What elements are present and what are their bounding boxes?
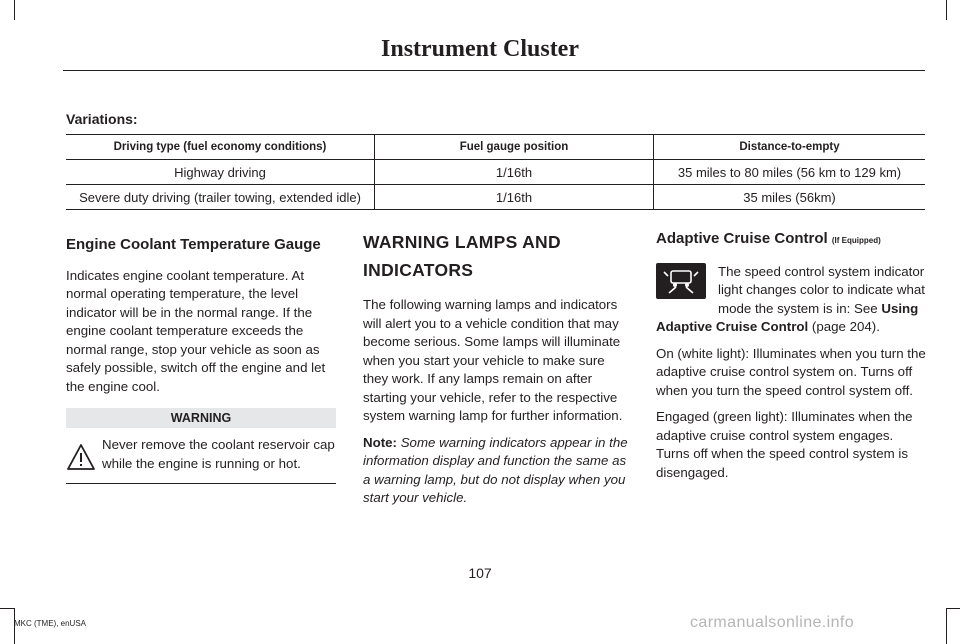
note-label: Note: <box>363 434 397 450</box>
header-rule <box>63 70 925 71</box>
table-row <box>66 185 925 210</box>
variations-table <box>66 134 925 210</box>
variations-label: Variations: <box>66 111 138 127</box>
table-cell: Severe duty driving (trailer towing, extended idle) <box>66 185 375 210</box>
section-heading-coolant: Engine Coolant Temperature Gauge <box>66 236 321 253</box>
section-heading-adaptive-cruise <box>656 230 926 251</box>
warning-title: WARNING <box>66 408 336 428</box>
table-cell: 35 miles (56km) <box>654 185 926 210</box>
heading-line: WARNING LAMPS AND <box>363 232 561 252</box>
crop-mark <box>0 608 15 644</box>
table-cell: Highway driving <box>66 160 375 185</box>
footer-text: MKC (TME), enUSA <box>14 619 87 628</box>
table-header-cell: Fuel gauge position <box>375 135 654 160</box>
heading-line: INDICATORS <box>363 260 474 280</box>
crop-mark <box>946 608 960 644</box>
note-text: Some warning indicators appear in the information display and function the same as a warning lamp, but do not display when you start your vehicle. <box>363 434 628 505</box>
coolant-paragraph: Indicates engine coolant temperature. At normal operating temperature, the level indicator will be in the normal range. If the engine coolant temperature exceeds the normal range, stop your vehicle as soon as safely possible, switch off the engine and let the engine cool. <box>66 267 326 394</box>
warning-box <box>66 408 336 484</box>
note-paragraph <box>363 434 633 508</box>
page-number: 107 <box>468 565 492 581</box>
section-heading-warning-lamps <box>363 228 633 284</box>
adaptive-cruise-intro <box>656 263 926 337</box>
table-header-row <box>66 135 925 160</box>
table-header-cell: Driving type (fuel economy conditions) <box>66 135 375 160</box>
table-cell: 1/16th <box>375 185 654 210</box>
intro-text: The speed control system indicator light changes color to indicate what mode the system is in: See <box>718 263 925 316</box>
page-ref: (page 204). <box>811 319 880 334</box>
crop-mark <box>946 0 947 20</box>
warning-triangle-icon <box>66 442 96 472</box>
table-cell: 1/16th <box>375 160 654 185</box>
page-link[interactable]: Using Adaptive Cruise Control <box>656 300 919 334</box>
heading-suffix: (If Equipped) <box>831 236 881 245</box>
warning-text: Never remove the coolant reservoir cap while the engine is running or hot. <box>102 437 335 471</box>
page-header-title: Instrument Cluster <box>381 36 579 62</box>
heading-text: Adaptive Cruise Control <box>656 230 828 247</box>
warning-body <box>66 436 336 473</box>
adaptive-cruise-engaged-paragraph: Engaged (green light): Illuminates when the adaptive cruise control system engages. Turns off when the speed control system is disengaged. <box>656 409 913 480</box>
column-coolant <box>66 236 336 484</box>
watermark: carmanualsonline.info <box>690 614 855 631</box>
table-row <box>66 160 925 185</box>
table-cell: 35 miles to 80 miles (56 km to 129 km) <box>654 160 926 185</box>
adaptive-cruise-on-paragraph: On (white light): Illuminates when you turn the adaptive cruise control system on. Turns off when you turn the speed control system off. <box>656 345 926 398</box>
adaptive-cruise-icon <box>656 263 706 299</box>
column-warning-lamps <box>363 228 633 516</box>
table-header-cell: Distance-to-empty <box>654 135 926 160</box>
warning-lamps-paragraph: The following warning lamps and indicators will alert you to a vehicle condition that may become serious. Some lamps will illuminate when you start your vehicle to make sure they work. If any lamps remain on after starting your vehicle, refer to the respective system warning lamp for further information. <box>363 297 623 423</box>
column-adaptive-cruise <box>656 230 926 490</box>
crop-mark <box>14 0 15 20</box>
